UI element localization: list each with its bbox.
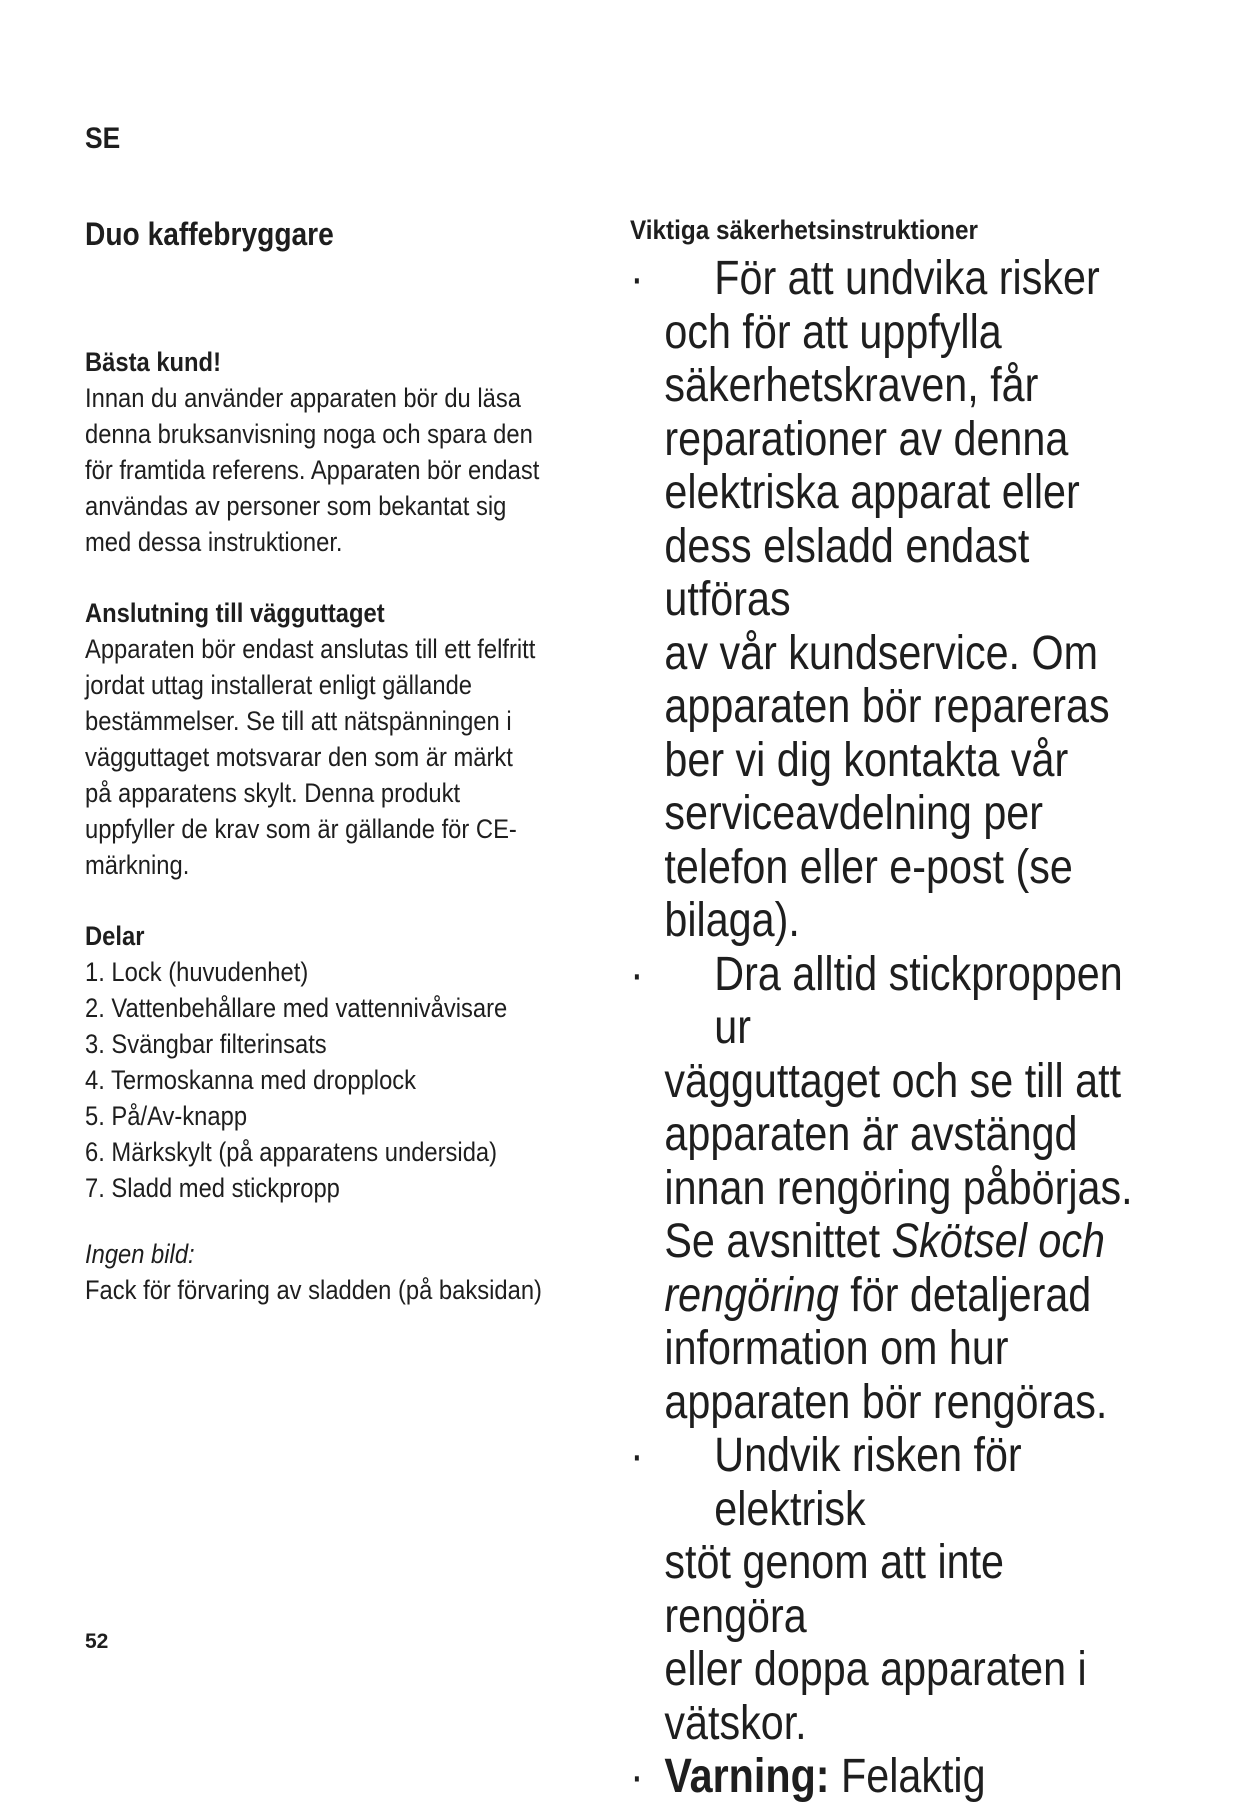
parts-list-item: 6. Märkskylt (på apparatens undersida) xyxy=(85,1137,498,1167)
bullet-icon: · xyxy=(630,1429,644,1482)
safety-line: elektriska apparat eller xyxy=(664,466,1080,519)
safety-line: ber vi dig kontakta vår xyxy=(664,733,1069,787)
parts-heading: Delar xyxy=(85,921,145,951)
greeting-line: användas av personer som bekantat sig xyxy=(85,491,507,521)
greeting-line: Innan du använder apparaten bör du läsa xyxy=(85,383,521,413)
no-image-label: Ingen bild: xyxy=(85,1239,195,1269)
bullet-icon: · xyxy=(630,947,644,1001)
safety-item-2 xyxy=(630,948,1155,1430)
safety-line: apparaten är avstängd xyxy=(664,1108,1078,1161)
left-column xyxy=(85,214,605,1308)
safety-heading: Viktiga säkerhetsinstruktioner xyxy=(630,215,978,245)
page-number: 52 xyxy=(85,1630,109,1653)
connection-line: vägguttaget motsvarar den som är märkt xyxy=(85,742,513,772)
safety-see-line-2 xyxy=(664,1269,1154,1323)
safety-line: bilaga). xyxy=(664,894,800,947)
greeting-line: denna bruksanvisning noga och spara den xyxy=(85,419,533,449)
right-column xyxy=(630,215,1190,1804)
safety-line: innan rengöring påbörjas. xyxy=(664,1161,1133,1215)
safety-line: stöt genom att inte rengöra xyxy=(664,1536,1005,1643)
safety-line: av vår kundservice. Om xyxy=(664,626,1098,680)
language-code: SE xyxy=(85,122,121,155)
safety-line: serviceavdelning per xyxy=(664,787,1044,840)
safety-line: apparaten bör rengöras. xyxy=(664,1375,1108,1429)
greeting-line: för framtida referens. Apparaten bör endast xyxy=(85,455,540,485)
connection-line: märkning. xyxy=(85,850,190,880)
parts-list xyxy=(85,954,604,1206)
warning-label: Varning: xyxy=(664,1750,830,1803)
bullet-icon: · xyxy=(630,252,644,305)
greeting-line: med dessa instruktioner. xyxy=(85,527,343,557)
safety-line: dess elsladd endast utföras xyxy=(664,519,1030,626)
connection-line: Apparaten bör endast anslutas till ett felfritt xyxy=(85,634,536,664)
safety-line: vägguttaget och se till att xyxy=(664,1054,1122,1108)
safety-line: reparationer av denna xyxy=(664,412,1069,466)
safety-line: apparaten bör repareras xyxy=(664,680,1110,733)
parts-list-item: 7. Sladd med stickpropp xyxy=(85,1173,340,1203)
see-reference-cont: rengöring xyxy=(664,1268,839,1322)
safety-line: vätskor. xyxy=(664,1696,807,1750)
connection-line: uppfyller de krav som är gällande för CE- xyxy=(85,814,517,844)
safety-item-3-first-line: Undvik risken för elektrisk xyxy=(714,1429,1022,1536)
safety-item-1 xyxy=(630,252,1155,948)
parts-list-item: 2. Vattenbehållare med vattennivåvisare xyxy=(85,993,508,1023)
safety-item-1-first-line: För att undvika risker xyxy=(714,252,1100,305)
greeting-text xyxy=(85,380,604,560)
see-suffix: för detaljerad xyxy=(838,1268,1092,1322)
parts-list-item: 4. Termoskanna med dropplock xyxy=(85,1065,417,1095)
safety-line: information om hur xyxy=(664,1322,1009,1375)
safety-see-line xyxy=(664,1215,1154,1269)
see-reference: Skötsel och xyxy=(891,1215,1105,1268)
no-image-text: Fack för förvaring av sladden (på baksidan) xyxy=(85,1275,542,1305)
safety-line: säkerhetskraven, får xyxy=(664,359,1039,412)
greeting-heading: Bästa kund! xyxy=(85,347,221,377)
safety-line: och för att uppfylla xyxy=(664,305,1002,359)
safety-line: telefon eller e-post (se xyxy=(664,840,1073,894)
safety-item-3 xyxy=(630,1429,1155,1750)
bullet-icon: · xyxy=(630,1750,644,1803)
safety-line: eller doppa apparaten i xyxy=(664,1643,1087,1696)
connection-line: bestämmelser. Se till att nätspänningen i xyxy=(85,706,512,736)
connection-text xyxy=(85,631,604,883)
warning-line xyxy=(664,1750,1154,1804)
safety-item-2-first-line: Dra alltid stickproppen ur xyxy=(714,947,1123,1054)
page-title: Duo kaffebryggare xyxy=(85,216,334,252)
parts-list-item: 3. Svängbar filterinsats xyxy=(85,1029,327,1059)
connection-heading: Anslutning till vägguttaget xyxy=(85,598,385,628)
connection-line: på apparatens skylt. Denna produkt xyxy=(85,778,461,808)
connection-line: jordat uttag installerat enligt gällande xyxy=(85,670,473,700)
see-prefix: Se avsnittet xyxy=(664,1215,892,1268)
safety-item-4 xyxy=(630,1750,1155,1804)
parts-list-item: 1. Lock (huvudenhet) xyxy=(85,957,309,987)
parts-list-item: 5. På/Av-knapp xyxy=(85,1101,248,1131)
warning-text: Felaktig xyxy=(829,1750,986,1803)
